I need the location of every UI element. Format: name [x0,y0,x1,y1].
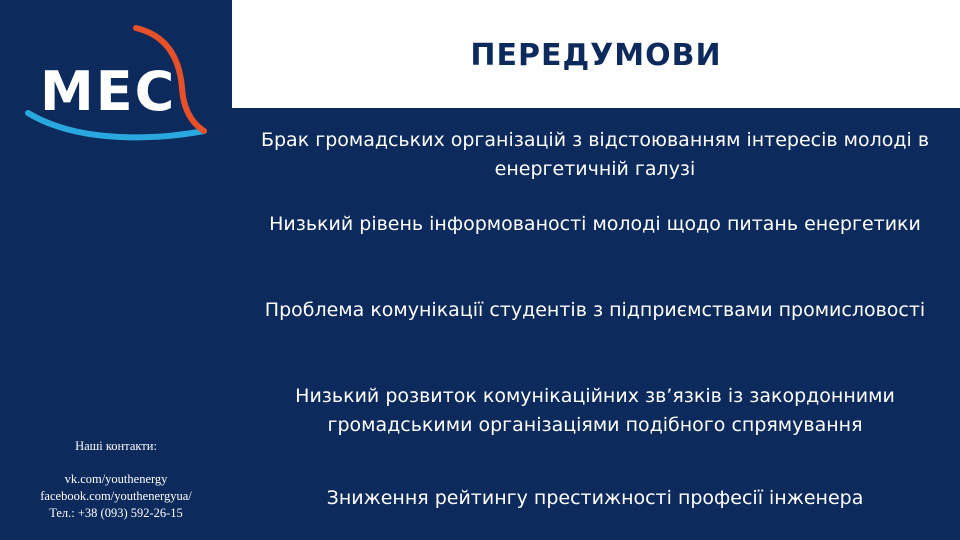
bullet-item: Брак громадських організацій з відстоюванням інтересів молоді в енергетичній галузі [260,129,930,180]
page-title: ПЕРЕДУМОВИ [470,38,722,73]
mec-logo-icon [18,18,218,148]
contact-vk: vk.com/youthenergy [64,472,168,486]
contacts-block [10,438,222,522]
contact-facebook: facebook.com/youthenergyua/ [40,489,192,503]
bullet-item: Низький рівень інформованості молоді щодо питань енергетики [269,213,921,235]
bullet-item: Низький розвиток комунікаційних зв’язків із закордонними громадськими організаціями подібного спрямування [295,385,895,436]
bullet-item: Зниження рейтингу престижності професії інженера [326,487,864,509]
logo-text: MEC [40,60,177,123]
bullet-item: Проблема комунікації студентів з підприємствами промисловості [264,299,926,321]
contact-phone: Тел.: +38 (093) 592-26-15 [49,506,183,520]
contacts-heading: Наші контакти: [75,439,157,453]
title-bar [232,0,960,108]
